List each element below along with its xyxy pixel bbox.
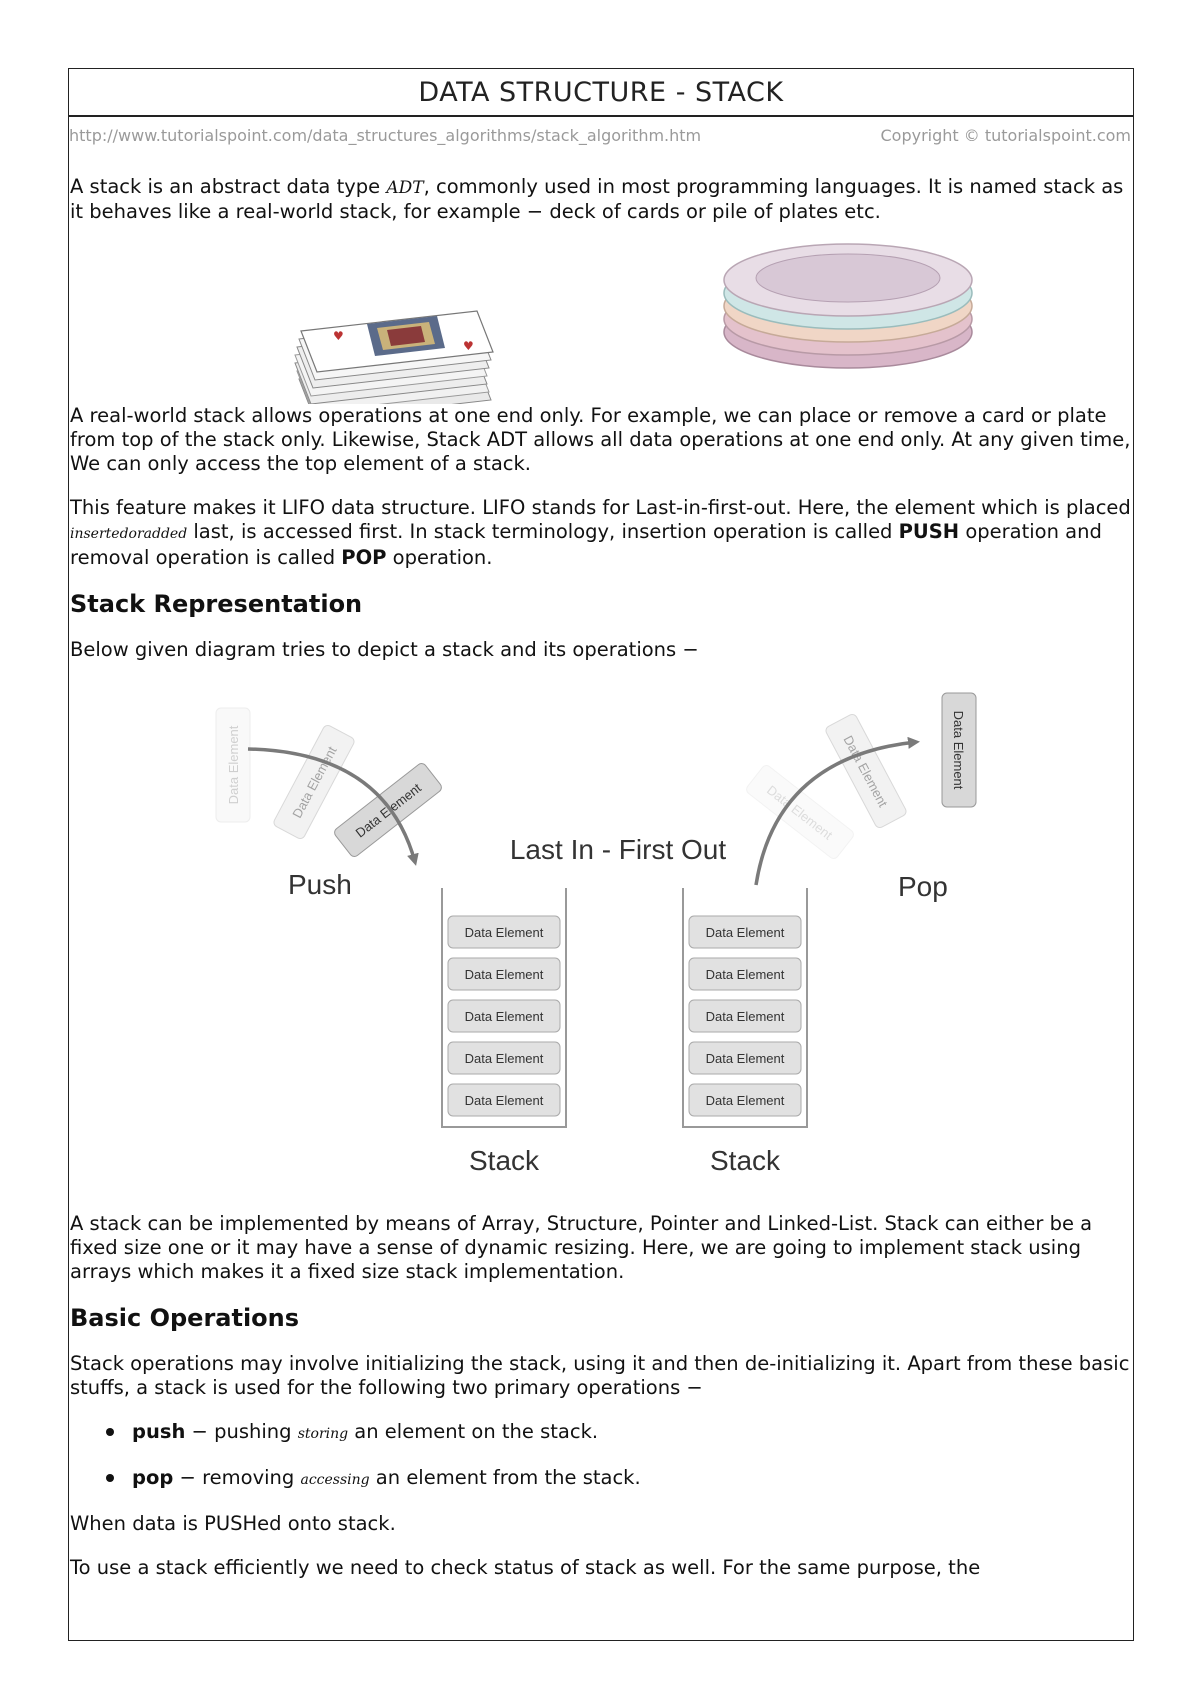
op-italic: accessing <box>300 1472 370 1488</box>
svg-text:Data Element: Data Element <box>464 1093 544 1108</box>
meta-row <box>69 117 1133 153</box>
svg-text:Data Element: Data Element <box>705 967 785 982</box>
diagram-lead-paragraph: Below given diagram tries to depict a stack and its operations − <box>70 638 699 661</box>
svg-text:Data Element: Data Element <box>464 925 544 940</box>
lifo-text-c: operation and removal operation is called <box>70 520 1102 569</box>
stack-element <box>689 958 801 990</box>
implementation-paragraph: A stack can be implemented by means of Array, Structure, Pointer and Linked-List. Stack can either be a fixed size one or it may have a sense of dynamic resizing. Here, we are going to implement stack using arrays which makes it a fixed size stack implementation. <box>70 1212 1093 1283</box>
operations-list <box>70 1420 1132 1492</box>
svg-text:Data Element: Data Element <box>464 967 544 982</box>
bullet-icon <box>106 1428 114 1436</box>
deck-of-cards-image <box>295 311 493 404</box>
pop-element-mid <box>824 713 908 830</box>
push-label: Push <box>288 869 352 900</box>
lifo-text-b: last, is accessed first. In stack terminology, insertion operation is called <box>187 520 899 543</box>
adt-term: ADT <box>386 178 424 198</box>
push-stack <box>442 888 566 1176</box>
pop-label: Pop <box>898 871 948 902</box>
operations-lead-paragraph: Stack operations may involve initializing the stack, using it and then de-initializing it. Apart from these basic stuffs, a stack is used for the following two primary operations − <box>70 1352 1130 1399</box>
lifo-text-d: operation. <box>386 546 493 569</box>
stack-element <box>689 1042 801 1074</box>
push-note-paragraph: When data is PUSHed onto stack. <box>70 1512 396 1535</box>
source-url[interactable]: http://www.tutorialspoint.com/data_structures_algorithms/stack_algorithm.htm <box>69 125 702 145</box>
lifo-caption: Last In - First Out <box>509 834 727 865</box>
stack-operations-diagram <box>70 662 1134 1212</box>
title-bar <box>69 69 1133 117</box>
inserted-or-added-term: insertedoradded <box>70 526 188 542</box>
list-item <box>70 1466 1132 1492</box>
push-term: PUSH <box>898 520 960 543</box>
stack-element <box>689 1084 801 1116</box>
stack-element <box>448 958 560 990</box>
intro-text-b: , commonly used in most programming languages. It is named stack as it behaves like a real-world stack, for example − deck of cards or pile of plates etc. <box>70 175 1124 223</box>
lifo-paragraph <box>70 496 1132 570</box>
op-text: − pushing <box>185 1420 298 1443</box>
stack-element <box>448 1084 560 1116</box>
bullet-icon <box>106 1474 114 1482</box>
page-frame <box>68 68 1134 1641</box>
real-world-stack-paragraph: A real-world stack allows operations at one end only. For example, we can place or remove a card or plate from top of the stack only. Likewise, Stack ADT allows all data operations at one end only. At any given time, We can only access the top element of a stack. <box>70 404 1131 475</box>
op-text: an element from the stack. <box>369 1466 641 1489</box>
copyright-notice: Copyright © tutorialspoint.com <box>880 125 1131 145</box>
pop-element-faded <box>745 764 856 861</box>
stack-element <box>689 916 801 948</box>
svg-text:Data Element: Data Element <box>464 1051 544 1066</box>
status-check-paragraph: To use a stack efficiently we need to check status of stack as well. For the same purpose, the <box>70 1556 981 1579</box>
svg-text:Data Element: Data Element <box>705 1093 785 1108</box>
svg-text:Data Element: Data Element <box>951 710 966 790</box>
svg-text:Data Element: Data Element <box>289 743 340 821</box>
page-title: DATA STRUCTURE - STACK <box>418 76 784 108</box>
op-text: − removing <box>173 1466 301 1489</box>
svg-text:Data Element: Data Element <box>226 725 241 805</box>
cards-and-plates-illustration <box>70 224 1132 404</box>
stack-element <box>448 916 560 948</box>
stack-element <box>689 1000 801 1032</box>
push-stack-label: Stack <box>468 1145 540 1176</box>
stack-element <box>448 1000 560 1032</box>
push-element-faded <box>216 708 250 822</box>
op-name: push <box>132 1420 186 1443</box>
svg-text:Data Element: Data Element <box>464 1009 544 1024</box>
article-body <box>69 175 1133 1580</box>
stack-element <box>448 1042 560 1074</box>
svg-text:Data Element: Data Element <box>705 925 785 940</box>
pop-stack-label: Stack <box>709 1145 781 1176</box>
intro-text-a: A stack is an abstract data type <box>70 175 387 198</box>
intro-paragraph <box>70 175 1132 224</box>
stack-diagram <box>70 662 1132 1212</box>
basic-operations-heading: Basic Operations <box>70 1304 300 1332</box>
svg-text:Data Element: Data Element <box>840 732 891 810</box>
pop-stack <box>683 888 807 1176</box>
real-world-stack-image <box>70 224 1134 404</box>
pop-element-active <box>942 693 976 807</box>
svg-text:Data Element: Data Element <box>352 780 424 841</box>
svg-text:Data Element: Data Element <box>705 1051 785 1066</box>
svg-text:Data Element: Data Element <box>764 782 836 843</box>
pile-of-plates-image <box>724 244 972 368</box>
stack-representation-heading: Stack Representation <box>70 590 363 618</box>
svg-text:Data Element: Data Element <box>705 1009 785 1024</box>
push-element-active <box>333 762 444 859</box>
svg-text:♥: ♥ <box>463 339 474 353</box>
lifo-text-a: This feature makes it LIFO data structure. LIFO stands for Last-in-first-out. Here, the element which is placed <box>70 496 1131 519</box>
op-text: an element on the stack. <box>348 1420 599 1443</box>
op-name: pop <box>132 1466 174 1489</box>
svg-text:♥: ♥ <box>333 329 344 343</box>
pop-term: POP <box>341 546 387 569</box>
list-item <box>70 1420 1132 1446</box>
op-italic: storing <box>297 1426 349 1442</box>
